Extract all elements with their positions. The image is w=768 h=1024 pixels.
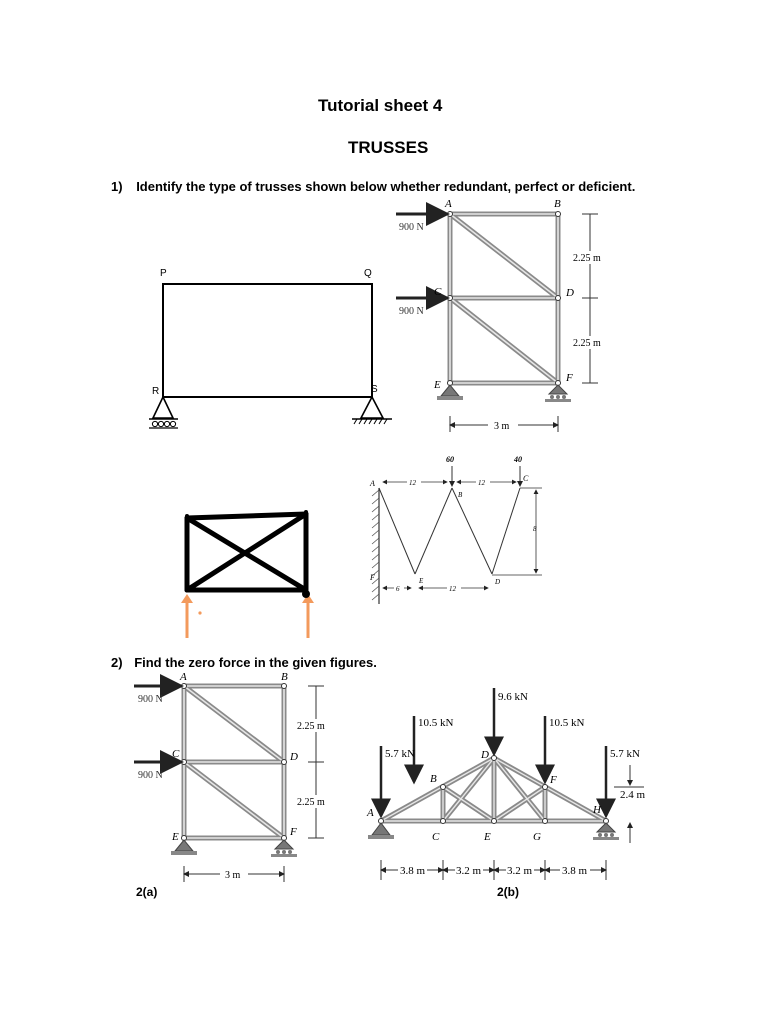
load-label-d: 9.6 kN	[498, 691, 528, 703]
w-node-label-a: A	[370, 479, 375, 488]
node-label-b: B	[554, 198, 561, 210]
dim-label-bc: 12	[478, 479, 485, 487]
roof-node-label-f: F	[550, 774, 557, 786]
label-p: P	[160, 268, 167, 279]
roof-node-label-b: B	[430, 773, 437, 785]
roof-node-label-c: C	[432, 831, 440, 843]
node-label-c-2a: C	[172, 748, 180, 760]
question-2-number: 2)	[111, 655, 123, 670]
label-s: S	[371, 384, 378, 395]
roof-node-label-h: H	[593, 804, 601, 816]
question-1-number: 1)	[111, 179, 123, 194]
label-r: R	[152, 386, 160, 397]
load-label-c: 40	[514, 455, 522, 464]
dim-label-lower-2a: 2.25 m	[297, 797, 325, 808]
caption-2b: 2(b)	[497, 885, 519, 899]
dim-label-upper-2a: 2.25 m	[297, 721, 325, 732]
question-1-text: Identify the type of trusses shown below whether redundant, perfect or deficient.	[136, 179, 636, 194]
node-label-e: E	[434, 379, 441, 391]
node-label-d-2a: D	[290, 751, 298, 763]
dim-label-span-3: 3.2 m	[507, 865, 533, 877]
load-label-a-2b: 5.7 kN	[385, 748, 415, 760]
w-node-label-d: D	[495, 578, 501, 586]
load-label-mid-2a: 900 N	[138, 770, 163, 781]
roof-node-label-a: A	[367, 807, 374, 819]
w-node-label-c: C	[523, 474, 529, 483]
question-2-text: Find the zero force in the given figures.	[134, 655, 377, 670]
load-label-mid: 900 N	[399, 306, 424, 317]
w-node-label-b: B	[458, 491, 463, 499]
dim-label-width: 3 m	[494, 421, 510, 432]
dim-label-ab: 12	[409, 479, 416, 487]
roof-node-label-d: D	[481, 749, 489, 761]
dim-label-fe: 6	[396, 585, 400, 593]
load-label-b-2b: 10.5 kN	[418, 717, 454, 729]
dim-label-height: 8	[533, 525, 537, 533]
load-label-b: 60	[446, 455, 454, 464]
roof-node-label-g: G	[533, 831, 541, 843]
dim-label-width-2a: 3 m	[225, 870, 241, 881]
node-label-e-2a: E	[172, 831, 179, 843]
node-label-a: A	[445, 198, 452, 210]
load-label-top: 900 N	[399, 222, 424, 233]
caption-2a: 2(a)	[136, 885, 158, 899]
node-label-a-2a: A	[180, 671, 187, 683]
load-label-top-2a: 900 N	[138, 694, 163, 705]
node-label-f: F	[566, 372, 573, 384]
load-label-f: 10.5 kN	[549, 717, 585, 729]
load-label-h: 5.7 kN	[610, 748, 640, 760]
dim-label-lower: 2.25 m	[573, 338, 601, 349]
node-label-b-2a: B	[281, 671, 288, 683]
label-q: Q	[364, 268, 372, 279]
node-label-f-2a: F	[290, 826, 297, 838]
page-subtitle: TRUSSES	[348, 138, 429, 157]
node-label-c: C	[434, 286, 442, 298]
roof-node-label-e: E	[484, 831, 491, 843]
dim-label-upper: 2.25 m	[573, 253, 601, 264]
dim-label-roof-height: 2.4 m	[620, 789, 646, 801]
node-label-d: D	[566, 287, 574, 299]
w-node-label-f: F	[370, 573, 375, 582]
dim-label-span-1: 3.8 m	[400, 865, 426, 877]
page-title: Tutorial sheet 4	[318, 96, 443, 115]
w-node-label-e: E	[419, 577, 424, 585]
dim-label-span-4: 3.8 m	[562, 865, 588, 877]
dim-label-ed: 12	[449, 585, 456, 593]
dim-label-span-2: 3.2 m	[456, 865, 482, 877]
